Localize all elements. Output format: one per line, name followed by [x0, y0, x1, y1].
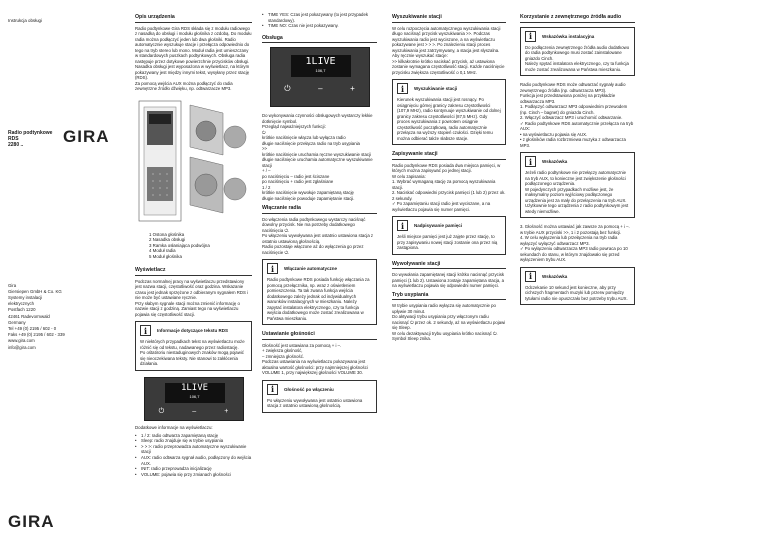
- aux-text: Radio podtynkowe RDS może odtwarzać sygnały audio zewnętrznego źródła (np. odtwarzacza MP3). Funkcja jest przedstawiona poniżej na przykładzie odtwarzacza MP3. 1. Podłączyć odtwarzacz MP3 odpowiednim przewodem (np. Cinch – bagnet) do gniazda Cinch. 2. Włączyć odtwarzacz MP3 i uruchomić odtwarzanie. ✓ Radio podtynkowe RDS automatycznie przełącza na tryb AUX: • na wyświetlaczu pojawia się AUX. • z głośników radia rozbrzmiewa muzyka z odtwarzacza MP3.: [520, 82, 634, 148]
- info-text: Do podłączenia zewnętrznego źródła audio dodatkowo do radia podtynkowego musi zostać zainstalowane gniazdo Cinch. Należy spytać instalatora elektrycznego, czy ta funkcja może zostać zrealizowana w Państwa mieszkaniu.: [525, 44, 630, 72]
- display-text: Podczas normalnej pracy na wyświetlaczu przedstawiony jest nazwa stacji, częstotliwość oraz godzina. Wskazanie czasu jest jednak sprzężone z odbieranym sygnałem RDS i nie może być ustawiane ręcznie. Przy słabym sygnale stacji można zmienić informację o nazwie stacji z godziną. Zamiast tego na wyświetlaczu pojawia się częstotliwość stacji.: [135, 278, 248, 317]
- plus-icon[interactable]: +: [350, 84, 355, 94]
- column-description: [63, 0, 252, 543]
- list-item: • INIT: radio przeprowadza inicjalizację: [135, 466, 252, 472]
- note-title: Głośność po włączeniu: [284, 386, 334, 392]
- info-title: Wskazówka: [542, 273, 568, 279]
- note-title: Nadpisywanie pamięci: [414, 223, 463, 228]
- note-text: Po włączeniu wywoływana jest ostatnio ustawiona stacja z ostatnio ustawioną głośnością.: [267, 397, 363, 409]
- column-cover: [8, 0, 118, 543]
- control-buttons: [145, 408, 243, 416]
- info-icon: i: [525, 156, 536, 167]
- save-text: Radio podtynkowe RDS posiada dwa miejsca pamięci, w których można zapisywać po jednej stacji. W celu zapisania: 1. Wybrać wymaganą stację za pomocą wyszukiwania stacji. 2. Naciskać odpowiedni przycisk pamięci (1 lub 2) przez ok. 2 sekundy. ✓ Po zapamiętaniu stacji radio jest wyciszane, a na wyświetlaczu pojawia się numer pamięci.: [392, 162, 506, 212]
- info-icon: i: [525, 271, 536, 282]
- part-item: 1 Ostona głośnika: [149, 231, 185, 237]
- section-title-description: Opis urządzenia: [135, 14, 252, 23]
- column-operation: [262, 0, 377, 543]
- note-text: Jeśli miejsce pamięci jest już zajęte przez stację, to przy zapisywaniu nowej stacji zostanie ona przez nią zastąpiona.: [397, 234, 498, 250]
- display-station: 1LIVE: [180, 382, 209, 393]
- info-icon: i: [397, 83, 408, 94]
- info-title: Wskazówka: [542, 159, 568, 164]
- info-title: Informacje dotyczące tekstu RDS: [157, 328, 229, 334]
- info-icon: i: [525, 31, 536, 42]
- section-title-aux: Korzystanie z zewnętrznego źródła audio: [520, 14, 635, 23]
- display-info-list: [135, 433, 252, 478]
- info-icon: i: [267, 384, 278, 395]
- part-item: 4 Moduł radia: [149, 248, 176, 254]
- minus-icon[interactable]: –: [192, 407, 197, 415]
- display-illustration: [144, 377, 244, 421]
- info-box-auto-on: [262, 259, 377, 325]
- exploded-device-illustration: [135, 95, 252, 230]
- time-options-list: [262, 12, 377, 29]
- list-item: • VOLUME: pojawia się przy zmianach głośności: [135, 472, 252, 478]
- list-item: • > > >: radio przeprowadza automatyczne wyszukiwanie stacji: [135, 444, 252, 455]
- power-icon[interactable]: ⏻: [158, 407, 165, 415]
- list-item: • Sleep: radio znajduje się w trybie usypiania: [135, 438, 252, 444]
- recall-text: Do wywołania zapamiętanej stacji krótko nacisnąć przycisk pamięci (1 lub 2). Ustawiona zostaje zapamiętana stacja, a na wyświetlaczu pojawia się odpowiedni numer pamięci.: [392, 272, 505, 288]
- info-title: Wyszukiwanie stacji: [414, 86, 458, 91]
- part-item: 5 Moduł głośnika: [149, 253, 182, 259]
- search-text: W celu rozpoczęcia automatycznego wyszukiwania stacji długo naciśnąć przycisk wyszukiwania >>. Podczas wyszukiwania radio jest wyciszone, a na wyświetlaczu pokazywane jest > > >. Po znalezieniu stacji proces wyszukiwania jest zatrzymywany, a stacja jest słyszalna. Aby ręcznie wyszukać stacje: >> kilkakrotnie krótko naciskać przycisk, aż ustawiona zostanie wymagana częstotliwość stacji. Każde naciśnięcie przycisku zwiększa częstotliwość o 0,1 MHz.: [392, 25, 505, 75]
- info-icon: i: [267, 263, 278, 274]
- note-box-overwrite: [392, 216, 506, 255]
- column-aux: [520, 0, 635, 543]
- gira-logo: GIRA: [63, 127, 110, 146]
- display-frequency: 106,7: [315, 68, 326, 74]
- instruction-title: Instrukcja obsługi: [8, 18, 42, 23]
- info-title: Wskazówka instalacyjna: [542, 33, 595, 39]
- info-text: W niektórych przypadkach tekst na wyświetlaczu może różnić się od tekstu, nadawanego przez radiostację. Po ośtatiroriu niestaduginowych znaków mogą pojawić się nieoczekiwana teksty. Nie stanowi to zakłócenia działania.: [140, 339, 245, 367]
- minus-icon[interactable]: –: [318, 84, 323, 94]
- section-title-operation: Obsługa: [262, 35, 377, 44]
- company-address: Gira Giersiepen GmbH & Co. KG Systemy instalacji elektrycznych Postfach 1220 42461 Radevormwald Germany Tel +49 (0) 2195 / 602 - 0 Faks +49 (0) 2195 / 602 - 339 www.gira.com info@gira.com: [8, 282, 65, 350]
- section-title-sleep: Tryb usypiania: [392, 292, 506, 301]
- display-caption: Dodatkowe informacje na wyświetlaczu:: [135, 424, 213, 430]
- section-title-save: Zapisywanie stacji: [392, 151, 506, 160]
- volume-text: Głośność jest ustawiana za pomocą + i –. + zwiększa głośność, – zmniejsza głośność. Podczas ustawiania na wyświetlaczu pokazywana jest aktualna wartość głośności: przy najmniejszej głośności VOLUME 1, przy największej głośności VOLUME 30.: [262, 342, 368, 376]
- description-text: Radio podtynkowe Gira RDS składa się z modułu radiowego z nasadką do obsługi i modułu głośnika z ozdobą. Do modułu radia można podłączyć jeden lub dwa głośniki. Radio automatycznie wyszukuje stacje i przełącza odpowiednio do tego na tryb stereo lub mono. Moduł radia jest umieszczany w standardowych puszkach podtynkowych. Obsługa radia następuje przez dotykowe powierzchnie przycisków obsługi. Nasadka obsługi jest wyposażona w wyświetlacz, na którym pokazywany jest między innymi tekst, wysyłany przez stację (RDS). Za pomocą wejścia AUX można podłączyć do radia zewnętrzne źródło dźwięku, np. odtwarzacze MP3.: [135, 25, 252, 91]
- info-text: Kierunek wyszukiwania stacji jest rosnący. Po osiągnięciu górnej granicy zakresu częstotliwości (107,9 MHz), radio kontynuuje wyszukiwanie od dolnej granicy zakresu częstotliwości (87,5 MHz). Gdy proces wyszukiwania z powrotem osiągnie częstotliwość początkową, radio automatycznie przełącza na wyższy stopień czułości. Dzięki temu można odbierać także słabsze stacje.: [397, 97, 501, 141]
- info-title: Włączanie automatyczne: [284, 266, 338, 272]
- sleep-text: W trybie usypiania radio wyłącza się automatycznie po upływie 30 minut. Do aktywacji trybu usypiania przy włączonym radiu nacisnąć ⏻ przez ok. 2 sekundy, aż na wyświetlaczu pojawi się Sleep. W celu dezaktywacji trybu usypiania krótko nacisnąć ⏻. Symbol Sleep znika.: [392, 303, 506, 341]
- gira-logo-bottom: GIRA: [8, 512, 55, 531]
- column-search: [392, 0, 506, 543]
- info-box-search: [392, 79, 506, 145]
- info-text: Radio podtynkowe RDS posiada funkcję włączania za pomocą przełącznika, np. wraz z oświetleniem pomieszczenia. Ta tak zwana funkcja wejścia dodatkowego zależy jednak od indywidualnych warunków instalacyjnych w mieszkaniu. Należy zapytać instalatora elektrycznego, czy ta funkcja wejścia dodatkowego może zostać zrealizowana w Państwa mieszkaniu.: [267, 277, 370, 321]
- section-title-recall: Wywoływanie stacji: [392, 261, 506, 270]
- part-item: 3 Ramka osłaniająca podwójna: [149, 242, 210, 248]
- info-box-rds: [135, 321, 252, 371]
- plus-icon[interactable]: +: [224, 407, 229, 415]
- info-box-hint: [520, 152, 635, 218]
- display-illustration: [270, 47, 370, 107]
- aux-text-continued: 3. Głośność można ustawiać jak zawsze za pomocą + i –. w trybie AUX przyciski >>, 1 i 2 pozostają bez funkcji. 4. W celu wyłączenia lub przełączenia na tryb radia wyłączyć wyłączyć odtwarzacz MP3. ✓ Po wyłączeniu odtwarzacza MP3 radio powraca po 10 sekundach do stanu, w którym znajdowało się przed wyłączeniem trybu AUX.: [520, 224, 630, 262]
- operation-text: Do wykonywania czynności obsługowych wystarczy lekkie dotknięcie symbol. Przegląd najważniejszych funkcji: ⏻ krótkie naciśnięcie włącza lub wyłącza radio długie naciśnięcie przełącza radio na tryb usypiania >> krótkie naciśnięcie uruchamia ręczne wyszukiwanie stacji długie naciśnięcie uruchamia automatyczne wyszukiwanie stacji + / – po naciśnięciu – radio jest ściszane po naciśnięciu + radio jest zgłaśniane 1 / 2 krótkie naciśnięcie wywołuje zapamiętaną stację długie naciśnięcie powoduje zapamiętanie stacji.: [262, 113, 373, 201]
- info-icon: i: [397, 220, 408, 231]
- list-item: • AUX: radio odtwarza sygnał audio, podłączony do wejścia AUX.: [135, 455, 252, 466]
- info-box-installation: [520, 27, 635, 77]
- note-box-volume: [262, 380, 377, 413]
- display-screen: [165, 383, 225, 403]
- section-title-volume: Ustawianie głośności: [262, 331, 377, 340]
- display-frequency: 106,7: [189, 393, 200, 399]
- display-screen: [291, 55, 351, 77]
- display-station: 1LIVE: [305, 56, 336, 68]
- section-title-power-on: Włączanie radia: [262, 205, 377, 214]
- product-title: Radio podtynkowe RDS 2280 ..: [8, 129, 53, 148]
- control-buttons: [271, 84, 369, 94]
- info-text: Odczekanie 10 sekund jest konieczne, aby przy cichszych fragmentach muzyki lub przerw pomiędzy tytułami radio nie opuszczało bez potrzeby trybu AUX.: [525, 284, 628, 301]
- section-title-search: Wyszukiwanie stacji: [392, 14, 506, 23]
- power-icon[interactable]: ⏻: [284, 84, 291, 94]
- section-title-display: Wyświetlacz: [135, 267, 252, 276]
- part-item: 2 Nasadka obsługi: [149, 237, 186, 243]
- list-item: • TIME YES: Czas jest pokazywany (to jest przypadek standardowy).: [262, 12, 377, 23]
- list-item: • 1 / 2: radio odtwarza zapamiętaną stację: [135, 433, 252, 439]
- list-item: • TIME NO: Czas nie jest pokazywany.: [262, 23, 377, 29]
- info-text: Jeżeli radio podtynkowe nie przełączy automatycznie na tryb AUX, to konieczne jest zwiększenie głośności podłączonego urządzenia. W pojedynczych przypadkach możliwe jest, że maksymalny poziom wyjściowy podłączonego urządzenia jest za mały do przełączenia na tryb AUX. Użytkownie tego urządzenia z radio podtynkowym jest wtedy niemożliwe.: [525, 170, 629, 214]
- power-on-text: Do włączenia radia podtynkowego wystarczy naciśnąć dowolny przycisk. Nie ma potrzeby dodatkowego naciśnięcia ⏻. Po włączeniu wywoływana jest ostatnio ustawiona stacja z ostatnio ustawioną głośnością. Radio pozostaje włączone aż do wyłączenia go przez naciśnięcie ⏻.: [262, 216, 374, 255]
- info-box-hint-2: [520, 267, 635, 306]
- parts-list: [149, 232, 252, 260]
- info-icon: i: [140, 325, 151, 336]
